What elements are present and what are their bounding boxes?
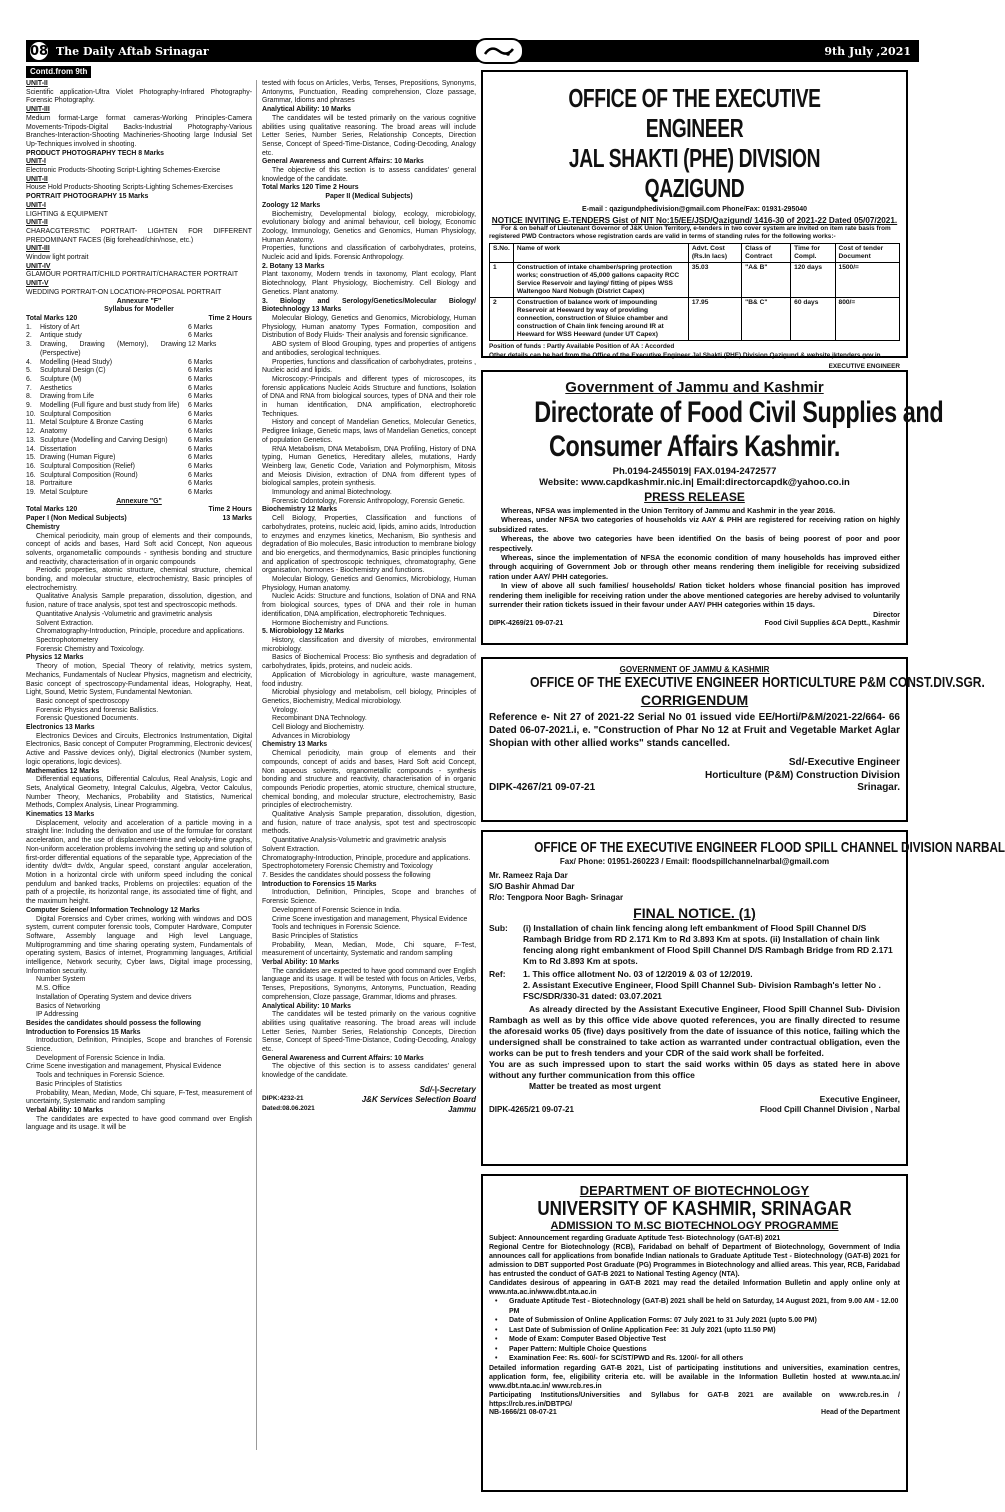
paragraph: Chromatography-Introduction, Principle, procedure and applications. bbox=[36, 628, 245, 636]
ad5-bullet-item: • Mode of Exam: Computer Based Objective Test bbox=[489, 1335, 900, 1345]
table-row-marks: 6 Marks bbox=[188, 489, 213, 497]
section-heading: Chemistry 13 Marks bbox=[262, 741, 328, 749]
table-row-number: 16. bbox=[26, 462, 36, 470]
table-row-subject: Aesthetics bbox=[40, 384, 72, 392]
table-row-marks: 12 Marks bbox=[188, 341, 217, 349]
ad4-address bbox=[489, 870, 900, 903]
table-row-marks: 6 Marks bbox=[188, 462, 213, 470]
ad2-paragraph: In view of above all such families/ households/ Ration ticket holders whose financial position has improved rendering them ineligible for receiving ration under the above mentioned categories are hereby advised to voluntarily surrender their ration tickets issued in their favour under AAY/ PHH categories within 15 days. bbox=[489, 581, 900, 610]
ad4-dipk: DIPK-4265/21 09-07-21 bbox=[489, 1105, 574, 1114]
paragraph: Spectrophotometery Forensic Chemistry and Toxicology bbox=[262, 863, 433, 871]
ad5-university: UNIVERSITY OF KASHMIR, SRINAGAR bbox=[537, 1198, 852, 1220]
signature-secretary: Sd/-|-Secretary bbox=[419, 1084, 476, 1094]
paragraph: Medium format-Large format cameras-Working Principles-Camera Movements-Tripods-Digital Backs-Industrial Photography-Various Branches-Interaction-Shooting Machineries-Shooting large Indusial Set Up-Techniques involved in shooting. bbox=[26, 114, 252, 148]
table-cell: 800/= bbox=[835, 298, 899, 341]
continued-label: Contd.from 9th bbox=[26, 66, 91, 78]
section-heading: Zoology 12 Marks bbox=[262, 201, 321, 209]
table-row-number: 12. bbox=[26, 428, 36, 436]
table-row-number: 14. bbox=[26, 445, 36, 453]
paragraph: Periodic properties, atomic structure, chemical structure, chemical bonding, and molecular structure, electrochemistry, Basic principles of electrochemistry. bbox=[26, 567, 252, 592]
ad3-title: OFFICE OF THE EXECUTIVE ENGINEER HORTICULTURE P&M CONST.DIV.SGR. bbox=[530, 674, 985, 691]
paragraph: IP Addressing bbox=[36, 1011, 79, 1019]
paragraph: Cell Biology and Biochemistry. bbox=[272, 724, 365, 732]
table-row-marks: 6 Marks bbox=[188, 332, 213, 340]
paragraph: ABO system of Blood Grouping, types and properties of antigens and antibodies, serological techniques. bbox=[262, 341, 476, 357]
table-row-marks: 6 Marks bbox=[188, 323, 213, 331]
table-row-subject: Sculptural Composition bbox=[40, 410, 111, 418]
ad5-bullet-list bbox=[489, 1297, 900, 1364]
paragraph: RNA Metabolism, DNA Metabolism, DNA Profiling, History of DNA typing, Human Genetics, Hereditary alleles, mutations, Hardy Weinberg law, Genetic Code, Variation and Polymorphism, Mitosis and Meiosis Division, extraction of DNA from different types of biological samples, protein synthesis. bbox=[262, 445, 476, 488]
paper-one-title: Paper I (Non Medical Subjects) bbox=[26, 515, 127, 523]
paragraph: The candidates are expected to have good command over English language and its usage. It will be tested with focus on Articles, Verbs, Tenses, Prepositions, Synonyms, Antonyms, Punctuation, Reading comprehension, Cloze passage, Grammar, Idioms and phrases. bbox=[262, 967, 476, 1001]
ad4-body: As already directed by the Assistant Executive Engineer, Flood Spill Channel Sub- Division Rambagh as well as by this office vide above quoted references, you are finally directed to resume the aforesaid works 05 (five) days positively from the date of issuance of this notice, failing which the undersigned shall be constrained to take action as warranted under contractual obligation, even the works can be put to fresh tenders and your CDR of the said work shall be forfeited. bbox=[489, 1004, 900, 1058]
paragraph: Properties, functions and classification of carbohydrates, proteins , Nucleic acid and lipids. bbox=[262, 358, 476, 375]
ad5-bullet-item: • Paper Pattern: Multiple Choice Questions bbox=[489, 1345, 900, 1355]
ad4-subject-label: Sub: bbox=[489, 923, 508, 933]
table-row-subject: Drawing from Life bbox=[40, 393, 94, 401]
paragraph: House Hold Products-Shooting Scripts-Lighting Schemes-Exercises bbox=[26, 184, 233, 192]
paragraph: Recombinant DNA Technology. bbox=[272, 715, 367, 723]
paragraph: Spectrophotometery bbox=[36, 637, 99, 644]
ad5-department: DEPARTMENT OF BIOTECHNOLOGY bbox=[579, 1183, 810, 1198]
section-heading: General Awareness and Current Affairs: 10 Marks bbox=[262, 1054, 424, 1062]
ad5-bullet-item: • Date of Submission of Online Application Forms: 07 July 2021 to 31 July 2021 (upto 5.00 PM) bbox=[489, 1316, 900, 1326]
table-row-marks: 6 Marks bbox=[188, 384, 213, 392]
ad5-nb-number: NB-1666/21 08-07-21 bbox=[489, 1408, 557, 1416]
ad4-parent: S/O Bashir Ahmad Dar bbox=[489, 882, 575, 891]
paragraph: Microscopy:-Principals and different types of microscopes, its forensic applications Nucleic Acids Structure and functions, Isolation of DNA and RNA from biological sources, types of DNA and their role in human identification, DNA amplification, electrophoretic Techniques. bbox=[262, 375, 476, 418]
ad2-paragraph: Whereas, under NFSA two categories of households viz AAY & PHH are registered for receiving ration on highly subsidized rates. bbox=[489, 515, 900, 534]
ad3-footer bbox=[489, 782, 900, 793]
paragraph: Quantitative Analysis -Volumetric and gravimetric analysis bbox=[36, 610, 213, 618]
ad2-body bbox=[489, 506, 900, 609]
section-heading: UNIT-II bbox=[26, 219, 48, 227]
annex-f-time: Time 2 Hours bbox=[208, 314, 252, 322]
paper-one-body bbox=[26, 524, 252, 1133]
issue-date: 9th July ,2021 bbox=[824, 44, 911, 58]
table-header-cell: S.No. bbox=[490, 244, 514, 263]
paragraph: Forensic Chemistry and Toxicology. bbox=[36, 645, 145, 653]
dipk-number: DIPK:4232-21 bbox=[262, 1094, 304, 1102]
annex-f-total bbox=[26, 315, 252, 324]
paragraph: Introduction, Definition, Principles, Scope and branches of Forensic Science. bbox=[262, 889, 476, 906]
ad-jal-shakti-tender bbox=[481, 70, 908, 370]
paragraph: Forensic Odontology, Forensic Anthropology, Forensic Genetic. bbox=[272, 497, 465, 505]
table-header-cell: Advt. Cost (Rs.In lacs) bbox=[688, 244, 741, 263]
paragraph: Theory of motion, Special Theory of relativity, metrics system, Mechanics, Fundamentals of Nuclear Physics, magnetism and electricity, Basic concept of spectroscopy-Fundamental ideas, Holography, Heat, Light, Sound, Metric System, Fundamental Newtonian. bbox=[26, 663, 252, 697]
ad-kashmir-university-biotech bbox=[481, 1174, 908, 1492]
table-row-subject: Sculptural Design (C) bbox=[40, 367, 106, 375]
ad5-bullet-item: • Examination Fee: Rs. 600/- for SC/ST/PWD and Rs. 1200/- for all others bbox=[489, 1354, 900, 1364]
table-row-marks: 6 Marks bbox=[188, 358, 213, 366]
table-cell: Construction of balance work of impounding Reservoir at Heeward by way of providing connection, construction of Sluice chamber and construction of Chain link fencing around IR at Heeward for WSS Heeward (under UT Capex) bbox=[513, 298, 688, 341]
paragraph: Qualitative Analysis Sample preparation, dissolution, digestion, and fusion, nature of trace analysis, spot test and spectroscopic methods. bbox=[26, 593, 252, 610]
table-row-subject: Anatomy bbox=[40, 428, 68, 436]
annex-g-time: Time 2 Hours bbox=[208, 506, 252, 514]
table-row bbox=[490, 298, 900, 341]
table-row-number: 2. bbox=[26, 332, 32, 340]
paragraph: Basics of Networking bbox=[36, 1002, 101, 1010]
paragraph: The objective of this section is to assess candidates' general knowledge of the candidate. bbox=[262, 167, 476, 183]
section-heading: UNIT-II bbox=[26, 175, 48, 183]
paragraph: Probability, Mean, Median, Mode, Chi square, F-Test, measurement of uncertainty, Systematic and random sampling bbox=[26, 1089, 252, 1106]
table-cell: "A& B" bbox=[742, 263, 791, 298]
paragraph: Biochemistry, Developmental biology, ecology, microbiology, evolutionary biology and animal behaviour, cell biology, Economic Zoology, Immunology, Genetics and Genomics, Human Physiology, Human Anatomy. bbox=[262, 210, 476, 244]
paragraph: WEDDING PORTRAIT-ON LOCATION-PROPOSAL PORTRAIT bbox=[26, 288, 222, 296]
paragraph: Basics of Biochemical Process: Bio synthesis and degradation of carbohydrates, lipids, proteins, and nucleic acids. bbox=[262, 654, 476, 671]
table-row-marks: 6 Marks bbox=[188, 419, 213, 427]
ad5-head: Head of the Department bbox=[821, 1408, 900, 1416]
paragraph: LIGHTING & EQUIPMENT bbox=[26, 210, 108, 218]
ad4-reference bbox=[489, 969, 900, 1002]
table-cell: 1 bbox=[490, 263, 514, 298]
paragraph: Solvent Extraction. bbox=[36, 619, 94, 627]
paragraph: The candidates will be tested primarily on the various cognitive abilities using qualitative reasoning. The broad areas will include Letter Series, Number Series, Relationship Concepts, Direction Sense, Concept of Speed-Time-Distance, Coding-Decoding, Analogy etc. bbox=[262, 1011, 476, 1054]
paragraph: Electronic Products-Shooting Script-Lighting Schemes-Exercise bbox=[26, 167, 221, 175]
table-row-marks: 6 Marks bbox=[188, 454, 213, 462]
section-heading: Verbal Ability: 10 Marks bbox=[26, 1106, 104, 1114]
ad4-reference-2: 2. Assistant Executive Engineer, Flood Spill Channel Sub- Division Rambagh's letter No . FSC/SDR/330-31 dated: 03.07.2021 bbox=[523, 980, 881, 1001]
section-heading: Total Marks 120 Time 2 Hours bbox=[262, 184, 359, 192]
ad4-footer bbox=[489, 1105, 900, 1114]
ad3-corrigendum: CORRIGENDUM bbox=[640, 692, 749, 708]
ad2-title-line2: Consumer Affairs Kashmir. bbox=[548, 430, 841, 463]
ad5-bullet-item: • Graduate Aptitude Test - Biotechnology (GAT-B) 2021 shall be held on Saturday, 14 August 2021, from 9.00 AM - 12.00 PM bbox=[489, 1297, 900, 1316]
table-header-cell: Name of work bbox=[513, 244, 688, 263]
table-row-number: 8. bbox=[26, 393, 32, 401]
section-heading: UNIT-III bbox=[26, 106, 50, 114]
paragraph: Nucleic Acids: Structure and functions, Isolation of DNA and RNA from biological sources, types of DNA and their role in human identification, DNA amplification, electrophoretic Techniques. bbox=[262, 593, 476, 618]
table-row-subject: Portraiture bbox=[40, 480, 73, 488]
table-row-number: 6. bbox=[26, 375, 32, 383]
paragraph: tested with focus on Articles, Verbs, Tenses, Prepositions, Synonyms, Antonyms, Punctuation, Reading comprehension, Cloze passage, Grammar, Idioms and phrases bbox=[262, 80, 476, 105]
signature-block bbox=[262, 1085, 476, 1115]
section-heading: Chemistry bbox=[26, 523, 60, 531]
ad4-fax: Fax/ Phone: 01951-260223 / Email: floodspillchannelnarbal@gmail.com bbox=[559, 857, 830, 866]
table-row-marks: 6 Marks bbox=[188, 445, 213, 453]
section-heading: Electronics 13 Marks bbox=[26, 724, 95, 732]
paragraph: Basic Principles of Statistics bbox=[272, 932, 358, 940]
ad5-footer bbox=[489, 1409, 900, 1416]
ad2-footer bbox=[489, 620, 900, 627]
section-heading: UNIT-V bbox=[26, 280, 49, 288]
paragraph: Differential equations, Differential Calculus, Real Analysis, Logic and Sets, Analytical Geometry, Integral Calculus, Algebra, Vector Calculus, Number Theory, Mechanics, Probability and Statistics, Numerical Methods, Complex Analysis, Linear Programming. bbox=[26, 776, 252, 810]
ad3-division: Horticulture (P&M) Construction Division bbox=[705, 770, 900, 781]
ad4-subject-text: (i) Installation of chain link fencing along left embankment of Flood Spill Channel D/S Rambagh Bridge from RD 2.171 Km to Rd 3.893 Km at spots. (ii) Installation of chain link fencing along right embankment of Flood Spill Channel D/S Rambagh Bridge from RD 2.171 Km to Rd 3.893 Km at spots. bbox=[523, 923, 893, 966]
table-row-marks: 6 Marks bbox=[188, 436, 213, 444]
section-heading: PRODUCT PHOTOGRAPHY TECH 8 Marks bbox=[26, 149, 164, 157]
paragraph: Advances in Microbiology bbox=[272, 732, 351, 740]
ad2-website: Website: www.capdkashmir.nic.in| Email:directorcapdk@yahoo.co.in bbox=[539, 477, 850, 488]
section-heading: UNIT-I bbox=[26, 158, 46, 166]
ad1-contact: E-mail : qazigundphedivision@gmail.com Phone/Fax: 01931-295040 bbox=[581, 206, 808, 213]
table-row-subject: Drawing, Drawing (Memory), Drawing (Perspective) bbox=[40, 341, 186, 357]
paragraph: Cell Biology, Properties, Classification and functions of carbohydrates, proteins, nucleic acid, lipids, amino acids, Introduction to enzymes and enzymes kinetics, Mechanism, Bio synthesis and degradation of Bio molecules, Basic introduction to membrane biology and bio energetics, and thermodynamics, Basic principles functioning and application of spectroscopic techniques, chromatography, Gene organisation, hormones - Biochemistry and functions. bbox=[262, 515, 476, 575]
paragraph: Displacement, velocity and acceleration of a particle moving in a straight line: Including the derivation and use of the formulae for constant acceleration, and the use of displacement-time and velocity-time graphs, Non-uniform acceleration problems involving the setting up and solution of first-order differential equations of the separable type, Appreciation of the identity dv/dt= dv/dx, Angular speed, constant angular acceleration, Motion in a horizontal circle with uniform speed including the conical pendulum and banked tracks, Problems on projectiles: equation of the path of a projectile, its horizontal range, its associated time of flight, and the maximum height. bbox=[26, 819, 252, 906]
ad2-title-line1: Directorate of Food Civil Supplies and bbox=[534, 396, 944, 429]
section-heading: Biochemistry 12 Marks bbox=[262, 506, 338, 514]
table-row-number: 18. bbox=[26, 480, 36, 488]
ad-food-civil-supplies bbox=[481, 370, 944, 645]
table-row-subject: History of Art bbox=[40, 323, 80, 331]
ad3-place: Srinagar. bbox=[857, 782, 900, 793]
table-header-cell: Class of Contract bbox=[742, 244, 791, 263]
paragraph: The objective of this section is to assess candidates' general knowledge of the candidate. bbox=[262, 1063, 476, 1080]
ad2-paragraph: Whereas, since the implementation of NFSA the economic condition of many households has improved either through acquiring of Government Job or through other means rendering them ineligible for receiving subsidized ration under AAY/ PHH categories. bbox=[489, 553, 900, 581]
table-cell: Construction of intake chamber/spring protection works; construction of 45,000 gallons capacity RCC Service Reservoir and laying/ fitting of pipes WSS Waltengoo Nard Nobugh (District Capex) bbox=[513, 263, 688, 298]
paragraph: Number System bbox=[36, 976, 86, 984]
table-row-subject: Sculpture (Modelling and Carving Design) bbox=[40, 436, 168, 444]
table-row-number: 11. bbox=[26, 419, 36, 427]
paragraph: CHARACGTERSTIC PORTRAIT- LIGHTEN FOR DIFFERENT PREDOMINANT FACES (Big forehead/chin/nose, etc.) bbox=[26, 227, 252, 244]
section-heading: Paper II (Medical Subjects) bbox=[325, 193, 413, 201]
table-row-subject: Sculptural Composition (Round) bbox=[40, 471, 138, 479]
paragraph: Immunology and animal Biotechnology. bbox=[272, 489, 392, 497]
paragraph: Microbial physiology and metabolism, cell biology, Principles of Genetics, Biochemistry, Medical microbiology. bbox=[262, 689, 476, 705]
table-row-number: 9. bbox=[26, 402, 32, 410]
ad-horticulture-corrigendum bbox=[481, 657, 985, 822]
paragraph: Development of Forensic Science in India. bbox=[272, 906, 402, 914]
paragraph: Crime Scene investigation and management, Physical Evidence bbox=[272, 915, 468, 923]
section-heading: Mathematics 12 Marks bbox=[26, 767, 100, 775]
ad3-dipk: DIPK-4267/21 09-07-21 bbox=[489, 782, 596, 793]
table-row-marks: 6 Marks bbox=[188, 428, 213, 436]
section-heading: UNIT-I bbox=[26, 201, 46, 209]
syllabus-intro bbox=[26, 80, 252, 315]
ad2-government: Government of Jammu and Kashmir bbox=[565, 379, 824, 396]
table-row-subject: Modelling (Full figure and bust study from life) bbox=[40, 402, 180, 410]
paragraph: History and concept of Mandelian Genetics, Molecular Genetics, Pedigree linkage, Genetic maps, laws of Mandelian Genetics, concept of population Genetics. bbox=[262, 419, 476, 444]
ad2-dipk: DIPK-4269/21 09-07-21 bbox=[489, 620, 564, 628]
section-heading: Analytical Ability: 10 Marks bbox=[262, 106, 351, 114]
paragraph: Chemical periodicity, main group of elements and their compounds, concept of acids and bases, Hard Soft acid Concept, Non aqueous solvents, organometallic compounds - synthesis bonding and structure and reactivity, characterisation of in organic compounds bbox=[26, 532, 252, 566]
section-heading: UNIT-IV bbox=[26, 262, 51, 270]
ad1-title-line2: JAL SHAKTI (PHE) DIVISION QAZIGUND bbox=[568, 143, 821, 203]
paragraph: M.S. Office bbox=[36, 985, 70, 993]
ad1-signatory: EXECUTIVE ENGINEER bbox=[828, 363, 900, 370]
paper-name: The Daily Aftab Srinagar bbox=[56, 44, 209, 58]
paragraph: Hormone Biochemistry and Functions. bbox=[272, 619, 389, 627]
article-column-2 bbox=[262, 80, 476, 1115]
section-heading: Introduction to Forensics 15 Marks bbox=[26, 1028, 141, 1036]
paragraph: Application of Microbiology in agriculture, waste management, food industry. bbox=[262, 671, 476, 688]
ad5-bullet-item: • Last Date of Submission of Online Application Fee: 31 July 2021 (upto 11.50 PM) bbox=[489, 1326, 900, 1336]
section-heading: Physics 12 Marks bbox=[26, 654, 84, 662]
paper-one-marks: 13 Marks bbox=[222, 515, 252, 523]
ad1-works-table bbox=[489, 243, 900, 341]
paragraph: Qualitative Analysis Sample preparation, dissolution, digestion, and fusion, nature of trace analysis, spot test and spectroscopic methods. bbox=[262, 811, 476, 836]
section-heading: 3. Biology and Serology/Genetics/Molecular Biology/ Biotechnology 13 Marks bbox=[262, 297, 476, 314]
section-heading: Introduction to Forensics 15 Marks bbox=[262, 880, 377, 888]
table-row-subject: Sculpture (M) bbox=[40, 375, 82, 383]
paragraph: Digital Forensics and Cyber crimes, working with windows and DOS system, current computer forensic tools, Computer Hardware, Computer Software, Assembly language and High level Language, Multiprogramming and time sharing operating system, Fundamentals of operating system, Basics of internet, Programming languages, Artificial intelligence, Network security, Cyber laws, Digital image processing, Information security. bbox=[26, 915, 252, 975]
page-number: 08 bbox=[28, 40, 50, 62]
ad2-press-release: PRESS RELEASE bbox=[644, 490, 745, 504]
table-row-marks: 6 Marks bbox=[188, 393, 213, 401]
table-row-subject: Sculptural Composition (Relief) bbox=[40, 462, 135, 470]
ad5-para-2: Candidates desirous of appearing in GAT-B 2021 may read the detailed Information Bulletin and apply online only at www.nta.ac.in/www.dbt.nta.ac.in bbox=[489, 1280, 900, 1296]
modeller-syllabus-table bbox=[26, 324, 252, 498]
ad1-intro: For & on behalf of Lieutenant Governor of J&K Union Territory, e-tenders in two cover system are invited on item rate basis from registered PWD Contractors whose registration cards are valid in terms of standing rules for the following works:- bbox=[489, 225, 891, 240]
table-row-number: 10. bbox=[26, 410, 36, 418]
ad4-engineer: Executive Engineer, bbox=[819, 1094, 900, 1104]
table-row-subject: Metal Sculpture bbox=[40, 489, 88, 497]
paragraph: GLAMOUR PORTRAIT/CHILD PORTRAIT/CHARACTER PORTRAIT bbox=[26, 271, 239, 279]
ad4-reference-1: 1. This office allotment No. 03 of 12/2019 & 03 of 12/2019. bbox=[523, 969, 753, 979]
paragraph: Crime Scene investigation and management, Physical Evidence bbox=[26, 1063, 222, 1071]
section-heading: UNIT-III bbox=[26, 245, 50, 253]
section-heading: Computer Science/ Information Technology 12 Marks bbox=[26, 906, 200, 914]
table-row-number: 15. bbox=[26, 454, 36, 462]
paragraph: The candidates will be tested primarily on the various cognitive abilities using qualitative reasoning. The broad areas will include Letter Series, Number Series, Relationship Concepts, Direction Sense, Concept of Speed-Time-Distance, Coding-Decoding, Analogy etc. bbox=[262, 114, 476, 157]
section-heading: Syllabus for Modeller bbox=[104, 306, 174, 314]
paragraph: Tools and techniques in Forensic Science. bbox=[36, 1072, 165, 1080]
ad1-nit: NOTICE INVITING E-TENDERS Gist of NIT No:15/EE/JSD/Qazigund/ 1416-30 of 2021-22 Dated 05/07/2021. bbox=[491, 216, 898, 225]
table-row-number: 7. bbox=[26, 384, 32, 392]
annex-f-total-marks: Total Marks 120 bbox=[26, 314, 78, 322]
table-row bbox=[490, 263, 900, 298]
ad4-addressee: Mr. Rameez Raja Dar bbox=[489, 871, 568, 880]
section-heading: 5. Microbiology 12 Marks bbox=[262, 628, 344, 636]
ad4-subject bbox=[489, 923, 900, 967]
ad2-paragraph: Whereas, the above two categories have been identified On the basis of being poorest of poor and poor respectively. bbox=[489, 534, 900, 553]
table-cell: 120 days bbox=[791, 263, 835, 298]
table-cell: 35.03 bbox=[688, 263, 741, 298]
paragraph: Chromatography-Introduction, Principle, procedure and applications. bbox=[262, 854, 471, 862]
ad1-other-details: Other details can be had from the Office of the Executive Engineer Jal Shakti (PHE) Division Qazigund & website jktenders.gov.in. bbox=[489, 352, 883, 359]
newspaper-logo-icon bbox=[474, 38, 524, 64]
ad4-final-notice: FINAL NOTICE. (1) bbox=[633, 905, 756, 921]
table-cell: "B& C" bbox=[742, 298, 791, 341]
table-row-number: 4. bbox=[26, 358, 32, 366]
table-row-number: 1. bbox=[26, 323, 32, 331]
paper-two-body bbox=[262, 80, 476, 1081]
ad2-phone: Ph.0194-2455019| FAX.0194-2472577 bbox=[612, 466, 777, 477]
paragraph: Forensic Questioned Documents. bbox=[36, 715, 139, 723]
ad2-department: Food Civil Supplies &CA Deptt., Kashmir bbox=[764, 620, 900, 628]
paragraph: Installation of Operating System and device drivers bbox=[36, 993, 192, 1001]
table-cell: 1500/= bbox=[835, 263, 899, 298]
article-column-1 bbox=[26, 80, 252, 1133]
paragraph: Solvent Extraction. bbox=[262, 845, 320, 853]
column-divider bbox=[256, 80, 257, 1450]
table-row-marks: 6 Marks bbox=[188, 367, 213, 375]
table-header-cell: Time for Compl. bbox=[791, 244, 835, 263]
paragraph: Introduction, Definition, Principles, Scope and branches of Forensic Science. bbox=[26, 1037, 252, 1054]
table-row-number: 3. bbox=[26, 341, 32, 349]
ad5-para-3: Detailed information regarding GAT-B 2021, List of participating institutions and universities, examination centres, application form, fee, eligibility criteria etc. will be available in the Information Bulletin hosted at www.nta.ac.in/ www.dbt.nta.ac.in/ www.rcb.res.in bbox=[489, 1364, 900, 1390]
section-heading: General Awareness and Current Affairs: 10 Marks bbox=[262, 158, 424, 166]
table-row-marks: 6 Marks bbox=[188, 410, 213, 418]
table-row-number: 13. bbox=[26, 436, 36, 444]
section-heading: Verbal Ability: 10 Marks bbox=[262, 959, 340, 967]
paragraph: Molecular Biology, Genetics and Genomics, Microbiology, Human Physiology, Human anatomy Types Formation, composition and Distribution of Body Fluids- Their analysis and forensic significance. bbox=[262, 314, 476, 340]
table-row-marks: 6 Marks bbox=[188, 471, 213, 479]
paragraph: Development of Forensic Science in India. bbox=[36, 1054, 166, 1062]
paper-one-heading bbox=[26, 515, 252, 524]
ad2-paragraph: Whereas, NFSA was implemented in the Union Territory of Jammu and Kashmir in the year 2016. bbox=[501, 506, 836, 515]
ad5-admission: ADMISSION TO M.SC BIOTECHNOLOGY PROGRAMME bbox=[550, 1220, 839, 1232]
paragraph: Tools and techniques in Forensic Science. bbox=[272, 924, 401, 932]
paragraph: Basic Principles of Statistics bbox=[36, 1080, 122, 1088]
ad1-title-line1: OFFICE OF THE EXECUTIVE ENGINEER bbox=[568, 83, 821, 143]
table-row-subject: Antique study bbox=[40, 332, 82, 340]
annex-g-heading: Annexure "G" bbox=[116, 497, 162, 505]
table-row-number: 5. bbox=[26, 367, 32, 375]
section-heading: 2. Botany 13 Marks bbox=[262, 262, 325, 270]
ad4-title: OFFICE OF THE EXECUTIVE ENGINEER FLOOD SPILL CHANNEL DIVISION NARBAL bbox=[534, 839, 1005, 856]
section-heading: Kinematics 13 Marks bbox=[26, 811, 95, 819]
annex-g-total-marks: Total Marks 120 bbox=[26, 506, 78, 514]
paragraph: Properties, functions and classification of carbohydrates, proteins, Nucleic acid and lipids. Forensic Anthropology. bbox=[262, 245, 476, 262]
table-row-number: 19. bbox=[26, 489, 36, 497]
paragraph: Forensic Physics and forensic Ballistics. bbox=[36, 706, 159, 714]
annex-g-total bbox=[26, 506, 252, 515]
paragraph: The candidates are expected to have good command over English language and its usage. It will be bbox=[26, 1115, 252, 1132]
ad2-director: Director bbox=[873, 612, 900, 620]
table-cell: 2 bbox=[490, 298, 514, 341]
masthead-bar bbox=[26, 40, 919, 62]
signature-board: J&K Services Selection Board bbox=[361, 1094, 476, 1104]
ad4-urgent: Matter be treated as most urgent bbox=[529, 1081, 661, 1091]
table-row-number: 16. bbox=[26, 471, 36, 479]
paragraph: Virology. bbox=[272, 706, 299, 714]
dipk-dated: Dated:08.06.2021 bbox=[262, 1104, 315, 1112]
ad3-government: GOVERNMENT OF JAMMU & KASHMIR bbox=[619, 665, 770, 674]
ad5-para-1: Regional Centre for Biotechnology (RCB), Faridabad on behalf of Department of Biotechnology, Government of India announces call for applications from bonafide Indian nationals to Graduate Aptitude Test - Biotechnology (GAT-B) 2021 for admission to DBT supported Post Graduate (PG) Programmes in Biotechnology and allied areas. This year, RCB, Faridabad has entrusted the conduct of GAT-B 2021 to National Testing Agency (NTA). bbox=[489, 1244, 900, 1278]
section-heading: UNIT-II bbox=[26, 80, 48, 87]
ad3-reference: Reference e- Nit 27 of 2021-22 Serial No 01 issued vide EE/Horti/P&M/2021-22/664- 66 Dated 06-07-2021.i, e. "Construction of Phar No 12 at Fruit and Vegetable Market Aglar Shopian with other allied works" stands cancelled. bbox=[489, 712, 900, 749]
table-cell: 17.95 bbox=[688, 298, 741, 341]
table-row-subject: Dissertation bbox=[40, 445, 77, 453]
table-row-subject: Drawing (Human Figure) bbox=[40, 454, 116, 462]
paragraph: Window light portrait bbox=[26, 254, 89, 262]
paragraph: Plant taxonomy, Modern trends in taxonomy, Plant ecology, Plant Biotechnology, Plant Physiology, Biochemistry. Cell Biology and Genetics. Plant anatomy. bbox=[262, 271, 476, 296]
paragraph: Electronics Devices and Circuits, Electronics Instrumentation, Digital Electronics, Basic concept of Computer Programming, Electronic devices( Active and Passive devices only), Digital electronics (Number system, logic operations, logic devices). bbox=[26, 732, 252, 766]
signature-place: Jammu bbox=[447, 1104, 476, 1114]
ad4-division: Flood Cpill Channel Division , Narbal bbox=[759, 1105, 900, 1114]
ad4-residence: R/o: Tengpora Noor Bagh- Srinagar bbox=[489, 893, 624, 902]
ad5-para-4: Participating Institutions/Universities and Syllabus for GAT-B 2021 are available on www.rcb.res.in / https://rcb.res.in/DBTPG/ bbox=[489, 1391, 900, 1408]
section-heading: Analytical Ability: 10 Marks bbox=[262, 1002, 351, 1010]
ad3-signatory: Sd/-Executive Engineer bbox=[788, 757, 900, 768]
table-row-marks: 6 Marks bbox=[188, 402, 213, 410]
section-heading: PORTRAIT PHOTOGRAPHY 15 Marks bbox=[26, 193, 149, 201]
paragraph: Quantitative Analysis-Volumetric and gravimetric analysis bbox=[272, 837, 447, 845]
paragraph: History, classification and diversity of microbes, environmental microbiology. bbox=[262, 637, 476, 653]
table-row-marks: 6 Marks bbox=[188, 480, 213, 488]
paragraph: Probability, Mean, Median, Mode, Chi square, F-Test, measurement of uncertainty, Systematic and random sampling bbox=[262, 941, 476, 958]
paragraph: Basic concept of spectroscopy bbox=[36, 697, 130, 705]
table-header-cell: Cost of tender Document bbox=[835, 244, 899, 263]
table-row-subject: Metal Sculpture & Bronze Casting bbox=[40, 419, 144, 427]
paragraph: Molecular Biology, Genetics and Genomics, Microbiology, Human Physiology, Human anatomy. bbox=[262, 576, 476, 592]
paragraph: 7. Besides the candidates should possess the following bbox=[262, 871, 431, 879]
table-row-marks: 6 Marks bbox=[188, 375, 213, 383]
ad5-subject: Subject: Announcement regarding Graduate Aptitude Test- Biotechnology (GAT-B) 2021 bbox=[489, 1235, 781, 1242]
ad4-reference-label: Ref: bbox=[489, 969, 506, 979]
table-row-subject: Modelling (Head Study) bbox=[40, 358, 113, 366]
paragraph: Scientific application-Ultra Violet Photography-Infrared Photography-Forensic Photography. bbox=[26, 88, 252, 105]
paragraph: Chemical periodicity, main group of elements and their compounds, concept of acids and bases, Hard Soft acid Concept, Non aqueous solvents, organometallic compounds - synthesis bonding and structure and reactivity, characterisation of in organic compounds Periodic properties, atomic structure, chemical structure, chemical bonding, and molecular structure, electrochemistry, Basic principles of electrochemistry. bbox=[262, 750, 476, 810]
ad-flood-spill-notice bbox=[481, 830, 1005, 1166]
ad4-body-2: You are as such impressed upon to start the said works within 05 days as stated here in above without any further communication from this office bbox=[489, 1059, 900, 1080]
section-heading: Annexure "F" bbox=[116, 297, 162, 305]
section-heading: Besides the candidates should possess the following bbox=[26, 1019, 201, 1027]
table-cell: 60 days bbox=[791, 298, 835, 341]
ad1-position: Position of funds : Partly Available Position of AA : Accorded bbox=[489, 343, 675, 350]
